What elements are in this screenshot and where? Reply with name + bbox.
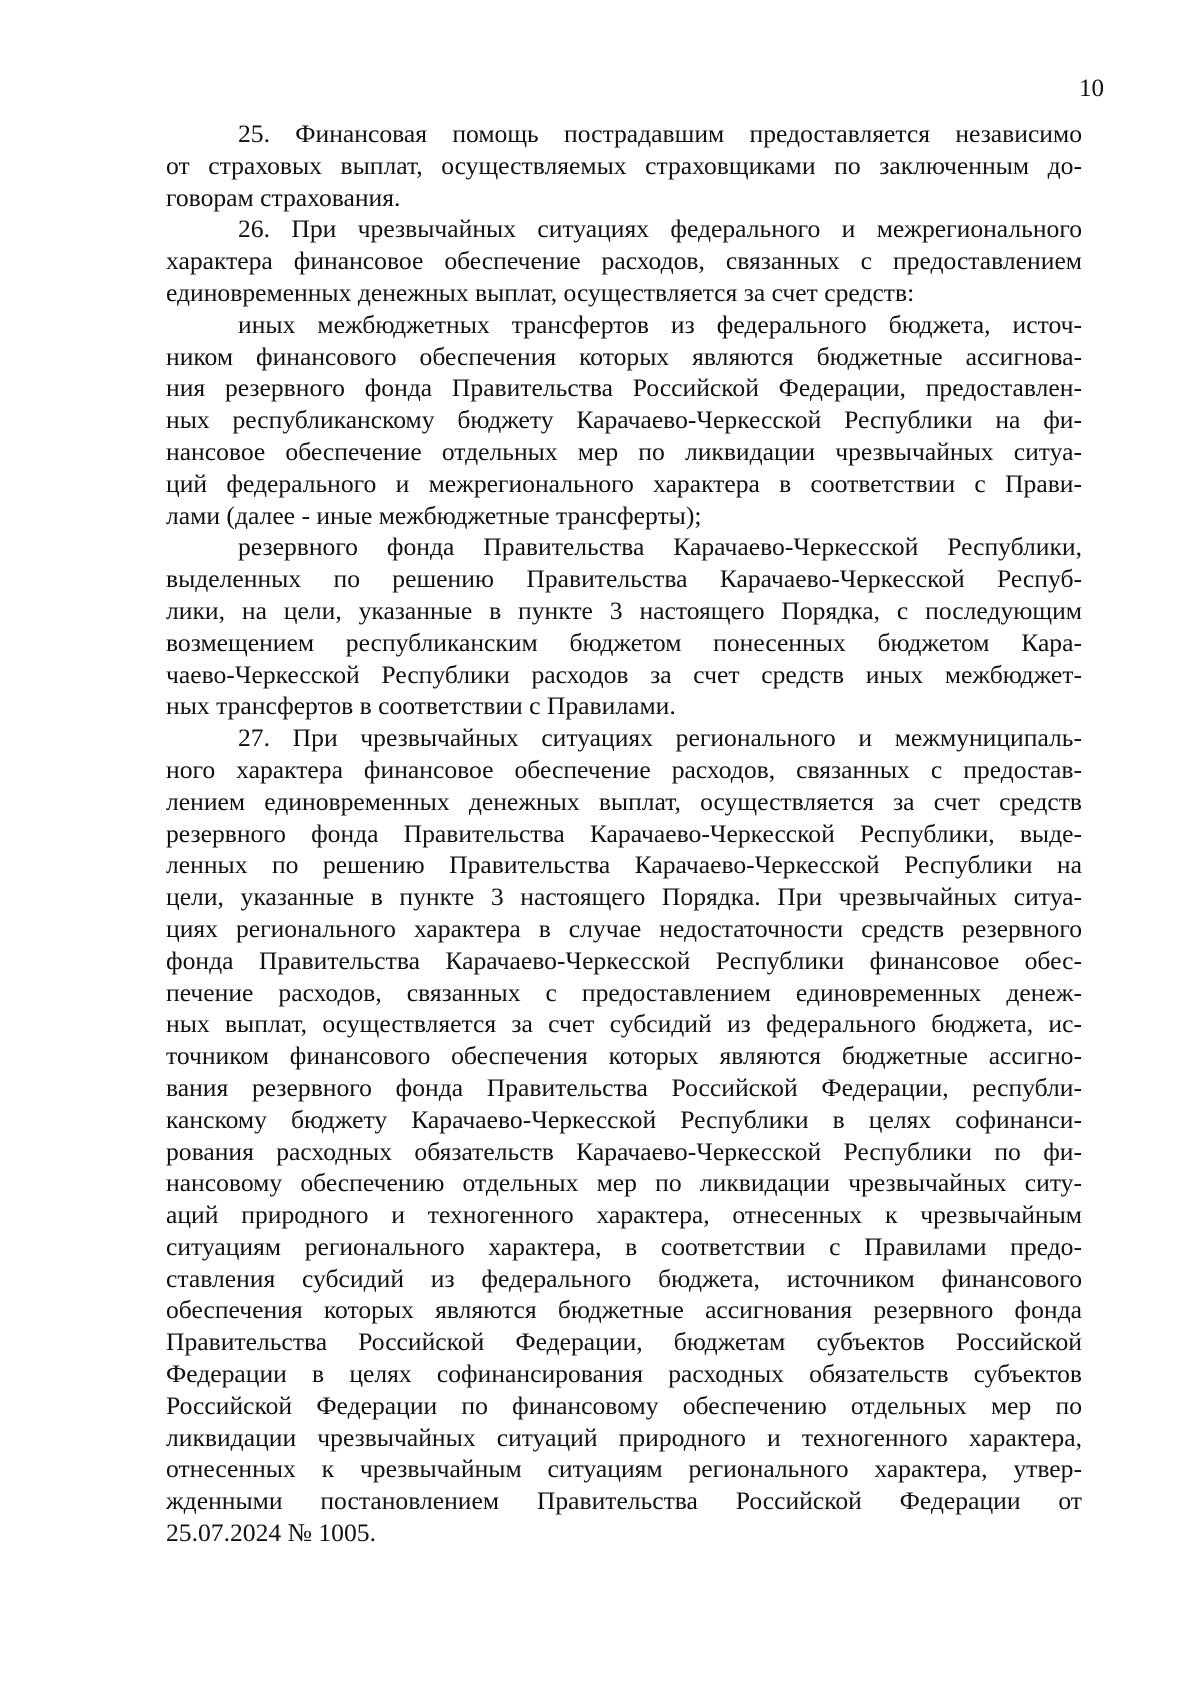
- text-line: иных межбюджетных трансфертов из федерального бюджета, источ-: [238, 309, 1082, 339]
- text-line: возмещением республиканским бюджетом понесенных бюджетом Кара-: [166, 627, 1082, 657]
- text-line: резервного фонда Правительства Карачаево-Черкесской Республики, выде-: [166, 818, 1082, 848]
- text-line: ликвидации чрезвычайных ситуаций природного и техногенного характера,: [166, 1422, 1082, 1452]
- text-line: от страховых выплат, осуществляемых страховщиками по заключенным до-: [166, 150, 1082, 180]
- text-line: чаево-Черкесской Республики расходов за счет средств иных межбюджет-: [166, 659, 1082, 689]
- text-line: выделенных по решению Правительства Карачаево-Черкесской Респуб-: [166, 564, 1082, 594]
- text-line: ситуациям регионального характера, в соответствии с Правилами предо-: [166, 1231, 1082, 1261]
- text-line: ных трансфертов в соответствии с Правилами.: [166, 691, 676, 721]
- document-body: [166, 118, 1082, 1549]
- text-line: печение расходов, связанных с предоставлением единовременных денеж-: [166, 977, 1082, 1007]
- text-line: 27. При чрезвычайных ситуациях регионального и межмуниципаль-: [238, 723, 1082, 753]
- text-line: резервного фонда Правительства Карачаево-Черкесской Республики,: [238, 532, 1082, 562]
- paragraph-26-item-2: [166, 531, 1082, 722]
- text-line: Правительства Российской Федерации, бюджетам субъектов Российской: [166, 1327, 1082, 1357]
- paragraph-25: [166, 118, 1082, 213]
- text-line: ных выплат, осуществляется за счет субсидий из федерального бюджета, ис-: [166, 1009, 1082, 1039]
- text-line: нансовому обеспечению отдельных мер по ликвидации чрезвычайных ситу-: [166, 1168, 1082, 1198]
- text-line: лением единовременных денежных выплат, осуществляется за счет средств: [166, 786, 1082, 816]
- text-line: лики, на цели, указанные в пункте 3 настоящего Порядка, с последующим: [166, 595, 1082, 625]
- paragraph-26: [166, 213, 1082, 308]
- text-line: 26. При чрезвычайных ситуациях федерального и межрегионального: [238, 214, 1082, 244]
- text-line: Российской Федерации по финансовому обеспечению отдельных мер по: [166, 1390, 1082, 1420]
- text-line: цели, указанные в пункте 3 настоящего Порядка. При чрезвычайных ситуа-: [166, 882, 1082, 912]
- text-line: фонда Правительства Карачаево-Черкесской Республики финансовое обес-: [166, 945, 1082, 975]
- text-line: ленных по решению Правительства Карачаево-Черкесской Республики на: [166, 850, 1082, 880]
- text-line: отнесенных к чрезвычайным ситуациям регионального характера, утвер-: [166, 1454, 1082, 1484]
- text-line: единовременных денежных выплат, осуществляется за счет средств:: [166, 277, 915, 307]
- text-line: рования расходных обязательств Карачаево-Черкесской Республики по фи-: [166, 1136, 1082, 1166]
- page-number: 10: [1079, 75, 1104, 102]
- paragraph-26-item-1: [166, 309, 1082, 532]
- text-line: точником финансового обеспечения которых являются бюджетные ассигно-: [166, 1041, 1082, 1071]
- text-line: характера финансовое обеспечение расходов, связанных с предоставлением: [166, 246, 1082, 276]
- paragraph-27: [166, 722, 1082, 1549]
- text-line: ником финансового обеспечения которых являются бюджетные ассигнова-: [166, 341, 1082, 371]
- text-line: Федерации в целях софинансирования расходных обязательств субъектов: [166, 1359, 1082, 1389]
- text-line: 25.07.2024 № 1005.: [166, 1518, 376, 1548]
- text-line: ния резервного фонда Правительства Российской Федерации, предоставлен-: [166, 373, 1082, 403]
- text-line: вания резервного фонда Правительства Российской Федерации, республи-: [166, 1072, 1082, 1102]
- text-line: лами (далее - иные межбюджетные трансферты);: [166, 500, 702, 530]
- text-line: жденными постановлением Правительства Российской Федерации от: [166, 1486, 1082, 1516]
- text-line: ных республиканскому бюджету Карачаево-Черкесской Республики на фи-: [166, 405, 1082, 435]
- text-line: канскому бюджету Карачаево-Черкесской Республики в целях софинанси-: [166, 1104, 1082, 1134]
- text-line: ставления субсидий из федерального бюджета, источником финансового: [166, 1263, 1082, 1293]
- text-line: 25. Финансовая помощь пострадавшим предоставляется независимо: [238, 119, 1082, 148]
- text-line: нансовое обеспечение отдельных мер по ликвидации чрезвычайных ситуа-: [166, 436, 1082, 466]
- text-line: аций природного и техногенного характера, отнесенных к чрезвычайным: [166, 1200, 1082, 1230]
- text-line: ного характера финансовое обеспечение расходов, связанных с предостав-: [166, 754, 1082, 784]
- text-line: ций федерального и межрегионального характера в соответствии с Прави-: [166, 468, 1082, 498]
- text-line: циях регионального характера в случае недостаточности средств резервного: [166, 913, 1082, 943]
- text-line: обеспечения которых являются бюджетные ассигнования резервного фонда: [166, 1295, 1082, 1325]
- text-line: говорам страхования.: [166, 182, 401, 212]
